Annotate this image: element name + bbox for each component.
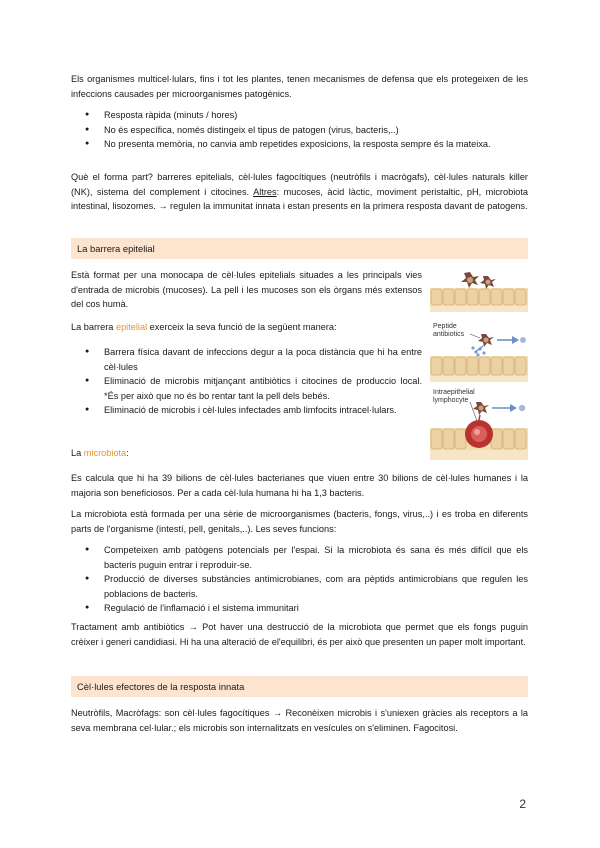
peptide-icon xyxy=(471,346,485,356)
section-heading-effector-cells: Cèl·lules efectores de la resposta innata xyxy=(71,676,528,697)
lymphocyte-icon xyxy=(465,415,493,448)
microbe-icon xyxy=(461,272,479,288)
lymphocyte-label-line1: Intraepithelial xyxy=(433,389,475,396)
epithelial-paragraph: Està format per una monocapa de cèl·lules epitelials situades a les principals vies d'entrada de microbis (mucoses). La pell i les mucoses son els òrgans més extensos del cos humà. xyxy=(71,270,422,310)
list-item: ● Competeixen amb patògens potencials per l'espai. Si la microbiota és sana és més difícil que els bacteris puguin entrar i reproduir-se. xyxy=(71,543,528,572)
epithelial-function-line: La barrera epitelial exerceix la seva funció de la següent manera: xyxy=(71,322,337,332)
page-number: 2 xyxy=(519,797,526,811)
epithelial-highlight: epitelial xyxy=(115,322,148,332)
effector-paragraph: Neutròfils, Macròfags: son cèl·lules fagocítiques → Reconèixen microbis i s'uniexen gràcies als receptors a la seva membrana cel·lular.; els microbis son internalitzats en vesícules on s'eliminen. Fagocitosi. xyxy=(71,708,528,733)
peptide-label-line1: Peptide xyxy=(433,323,457,330)
list-item: ● Eliminació de microbis i cèl·lules infectades amb limfocits intracel·lulars. xyxy=(71,403,422,418)
list-item: ● Regulació de l'inflamació i el sistema immunitari xyxy=(71,601,528,616)
microbe-icon xyxy=(473,402,489,415)
epithelial-functions-list xyxy=(71,345,422,418)
forms-paragraph: Què el forma part? barreres epitelials, cèl·lules fagocítiques (neutròfils i macrògafs), cèl·lules naturals killer (NK), sistema del complement i citocines. Altres: mucoses, àcid làctic, moviment peristaltic, pH, microbiota intestinal, lisozomes. → regulen la immunitat innata i estan presents en la primera resposta davant de patogens. xyxy=(71,172,529,212)
intro-paragraph: Els organismes multicel·lulars, fins i tot les plantes, tenen mecanismes de defensa que els protegeixen de les infeccions causades per microorganismes patogènics. xyxy=(71,74,528,99)
microbiota-paragraph-1: Es calcula que hi ha 39 bilions de cèl·lules bacterianes que viuen entre 30 bilions de cèl·lules humanes i la majoria son beneficiosos. Per a cada cèl·lula humana hi ha 1,3 bacteris. xyxy=(71,473,528,498)
physical-barrier-panel xyxy=(430,272,528,312)
microbiota-paragraph-2: La microbiota està formada per una sèrie de microorganismes (bacteris, fongs, virus,..) i es troba en diferents parts de l'organisme (intestí, pell, genitals,..). Les seves funcions: xyxy=(71,509,528,534)
list-item: ● No és específica, només distingeix el tipus de patogen (virus, bacteris,..) xyxy=(71,123,528,138)
microbiota-highlight: microbiota xyxy=(83,448,127,458)
list-item: ● No presenta memòria, no canvia amb repetides exposicions, la resposta sempre és la mateixa. xyxy=(71,137,528,152)
altres-link: Altres xyxy=(253,186,277,197)
section-heading-epithelial-barrier: La barrera epitelial xyxy=(71,238,528,259)
antibiotics-paragraph: Tractament amb antibiòtics → Pot haver una destrucció de la microbiota que permet que els fongs puguin crèixer i generi candidiasi. Hi ha una alteració de el'equilibri, és per això que presenten un paper molt important. xyxy=(71,622,528,647)
innate-features-list xyxy=(71,108,528,152)
microbe-icon xyxy=(478,334,494,347)
list-item: ● Resposta ràpida (minuts / hores) xyxy=(71,108,528,123)
list-item: ● Barrera física davant de infeccions degur a la poca distància que hi ha entre cèl·lules xyxy=(71,345,422,374)
lymphocyte-label-line2: lymphocyte xyxy=(433,397,469,404)
microbiota-heading-line: La microbiota: xyxy=(71,448,129,458)
epithelial-barrier-figure xyxy=(430,266,528,462)
microbiota-functions-list xyxy=(71,543,528,616)
peptide-antibiotics-panel xyxy=(430,323,528,382)
list-item: ● Producció de diverses substàncies antimicrobianes, com ara pèptids antimicrobians que regulen les poblacions de bacteris. xyxy=(71,572,528,601)
list-item: ● Eliminació de microbis mitjançant antibiòtics i citocines de produccio local. *És per això que no és bo rentar tant la pell dels bebés. xyxy=(71,374,422,403)
microbe-icon xyxy=(480,276,496,289)
peptide-label-line2: antibiotics xyxy=(433,331,465,338)
